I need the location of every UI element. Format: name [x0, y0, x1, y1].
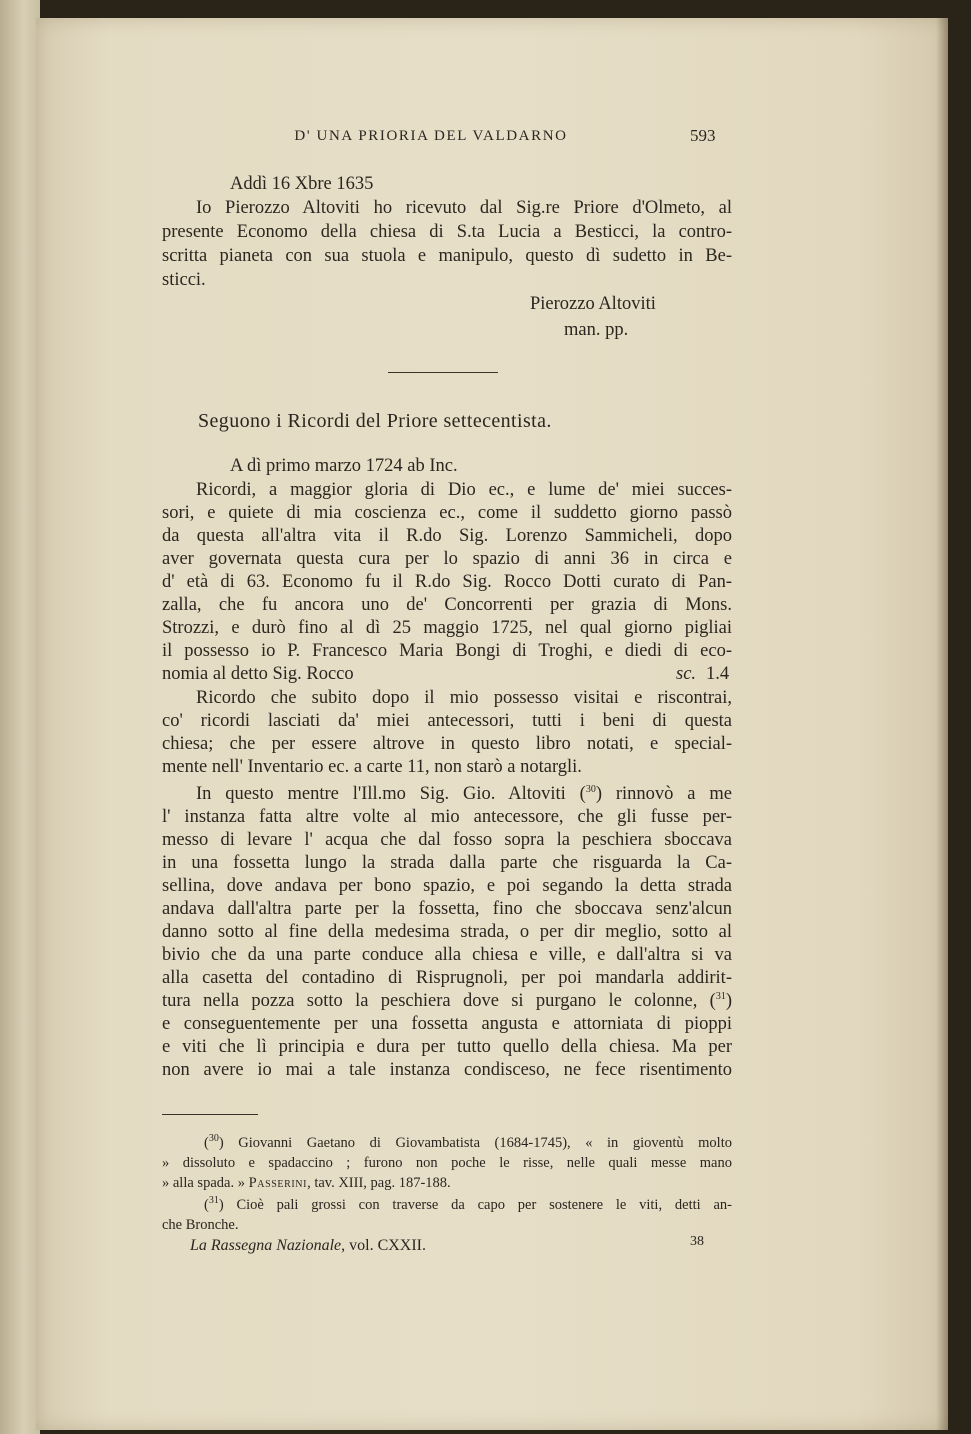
footnote-31-number: 31	[208, 1195, 219, 1207]
paragraph-line: danno sotto al fine della medesima strada, o per dir meglio, sotto al	[162, 922, 732, 942]
text-segment: In questo mentre l'Ill.mo Sig. Gio. Altoviti (	[196, 784, 586, 804]
page-shadow-edge	[936, 18, 948, 1430]
section-heading: Seguono i Ricordi del Priore settecentista.	[198, 410, 552, 432]
footnote-31-line: ($^{31}$) Cioè pali grossi con traverse da capo per sostenere le viti, detti an-	[204, 1195, 732, 1213]
footnote-30-line: » dissoluto e spadaccino ; furono non poche le risse, nelle quali messe mano	[162, 1155, 732, 1171]
paragraph-line: sori, e quiete di mia coscienza ec., come il suddetto giorno passò	[162, 503, 732, 523]
footnote-30-line: ($^{30}$) Giovanni Gaetano di Giovambatista (1684-1745), « in gioventù molto	[204, 1133, 732, 1151]
paragraph-line: Ricordi, a maggior gloria di Dio ec., e lume de' miei succes-	[196, 480, 732, 500]
footnote-31-line: che Bronche.	[162, 1217, 239, 1233]
journal-title: La Rassegna Nazionale	[190, 1237, 342, 1254]
section-divider	[388, 372, 498, 373]
paragraph-line: mente nell' Inventario ec. a carte 11, non starò a notargli.	[162, 757, 582, 777]
paragraph-line: messo di levare l' acqua che dal fosso sopra la peschiera sboccava	[162, 830, 732, 850]
footnote-30-line	[162, 1173, 732, 1193]
signature-name: Pierozzo Altoviti	[530, 294, 656, 314]
entry-1635-line: presente Economo della chiesa di S.ta Lucia a Besticci, la contro-	[162, 222, 732, 242]
footnote-ref-31: 31	[715, 990, 726, 1002]
paragraph-line: e conseguentemente per una fossetta angusta e attorniata di pioppi	[162, 1014, 732, 1034]
footnote-30-number: 30	[208, 1133, 219, 1145]
footnote-author: Passerini	[248, 1175, 308, 1191]
paragraph-line-with-ref	[196, 782, 732, 806]
text-segment: » alla spada. »	[162, 1175, 249, 1191]
paragraph-line: e viti che lì principia e dura per tutto quello della chiesa. Ma per	[162, 1037, 732, 1057]
signature-note: man. pp.	[564, 320, 629, 340]
paragraph-line: il possesso io P. Francesco Maria Bongi di Troghi, e diedi di eco-	[162, 641, 732, 661]
footnote-30-text: Giovanni Gaetano di Giovambatista (1684-1745), « in gioventù molto	[238, 1135, 732, 1151]
paragraph-line: bivio che da una parte conduce alla chiesa e ville, e dall'altra si va	[162, 945, 732, 965]
paragraph-line: co' ricordi lasciati da' miei antecessori, tutti i beni di questa	[162, 711, 732, 731]
text-segment: )	[725, 991, 732, 1011]
text-segment: , tav. XIII, pag. 187-188.	[307, 1175, 451, 1191]
running-title: D' UNA PRIORIA DEL VALDARNO	[294, 128, 568, 144]
sheet-number: 38	[690, 1234, 704, 1249]
journal-signature	[190, 1237, 426, 1255]
entry-1635-line: scritta pianeta con sua stuola e manipulo, questo dì sudetto in Be-	[162, 246, 732, 266]
entry-1635-line: sticci.	[162, 270, 206, 290]
paragraph-line: zalla, che fu ancora uno de' Concorrenti per grazia di Mons.	[162, 595, 732, 615]
paragraph-line-with-ref	[162, 989, 732, 1013]
amount-value: 1.4	[706, 664, 730, 684]
paragraph-line: nomia al detto Sig. Rocco	[162, 664, 354, 684]
entry-1635-line: Io Pierozzo Altoviti ho ricevuto dal Sig.re Priore d'Olmeto, al	[196, 198, 732, 218]
entry-1724-date: A dì primo marzo 1724 ab Inc.	[230, 456, 458, 476]
paragraph-line: da questa all'altra vita il R.do Sig. Lorenzo Sammicheli, dopo	[162, 526, 732, 546]
paragraph-line: sellina, dove andava per bono spazio, e poi segando la detta strada	[162, 876, 732, 896]
paragraph-line: alla casetta del contadino di Risprugnoli, per poi mandarla addirit-	[162, 968, 732, 988]
page-number: 593	[690, 126, 716, 145]
paragraph-line: non avere io mai a tale instanza condisceso, ne fece risentimento	[162, 1060, 732, 1080]
paragraph-line: Strozzi, e durò fino al dì 25 maggio 1725, nel qual giorno pigliai	[162, 618, 732, 638]
footnote-31-text: Cioè pali grossi con traverse da capo per sostenere le viti, detti an-	[236, 1197, 732, 1213]
entry-1635-date: Addì 16 Xbre 1635	[230, 174, 374, 194]
journal-volume: , vol. CXXII.	[341, 1237, 427, 1254]
amount-unit: sc.	[676, 664, 697, 684]
paragraph-line: aver governata questa cura per lo spazio di anni 36 in circa e	[162, 549, 732, 569]
footnote-divider	[162, 1114, 258, 1115]
paragraph-line: Ricordo che subito dopo il mio possesso visitai e riscontrai,	[196, 688, 732, 708]
text-segment: tura nella pozza sotto la peschiera dove si purgano le colonne, (	[162, 991, 716, 1011]
paragraph-line: chiesa; che per essere altrove in questo libro notati, e special-	[162, 734, 732, 754]
paragraph-line: l' instanza fatta altre volte al mio antecessore, che gli fusse per-	[162, 807, 732, 827]
paragraph-line: d' età di 63. Economo fu il R.do Sig. Rocco Dotti curato di Pan-	[162, 572, 732, 592]
facing-page-edge	[0, 0, 40, 1434]
footnote-ref-30: 30	[585, 783, 596, 795]
paragraph-line: in una fossetta lungo la strada dalla parte che risguarda la Ca-	[162, 853, 732, 873]
text-segment: ) rinnovò a me	[595, 784, 732, 804]
paragraph-line: andava dall'altra parte per la fossetta, fino che sboccava senz'alcun	[162, 899, 732, 919]
